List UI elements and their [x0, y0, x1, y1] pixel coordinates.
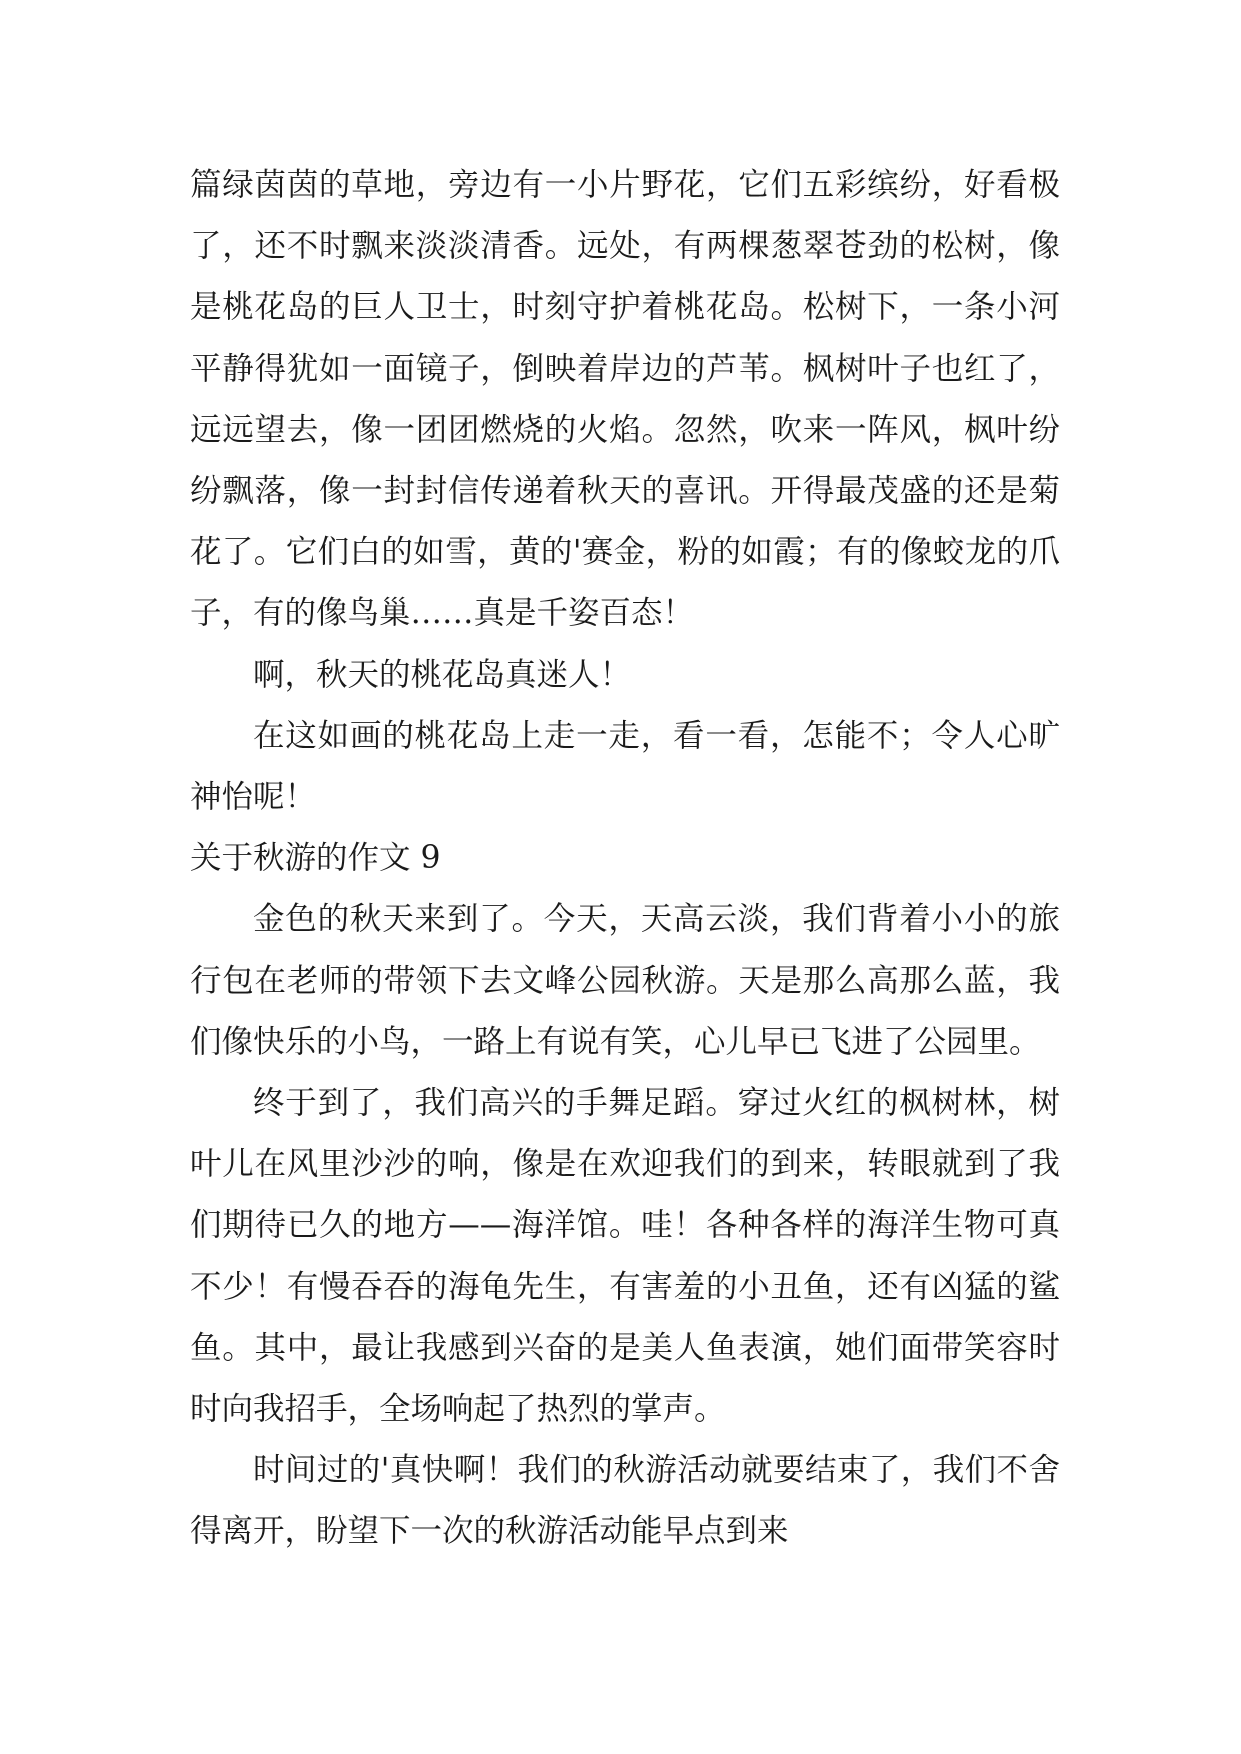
document-body	[190, 155, 1060, 1563]
essay-paragraph-aquarium: 终于到了，我们高兴的手舞足蹈。穿过火红的枫树林，树叶儿在风里沙沙的响，像是在欢迎我们的到来，转眼就到了我们期待已久的地方——海洋馆。哇！各种各样的海洋生物可真不少！有慢吞吞的海龟先生，有害羞的小丑鱼，还有凶猛的鲨鱼。其中，最让我感到兴奋的是美人鱼表演，她们面带笑容时时向我招手，全场响起了热烈的掌声。	[190, 1085, 1060, 1428]
paragraph-exclamation: 啊，秋天的桃花岛真迷人！	[253, 656, 632, 693]
paragraph-peach-island-scenery: 篇绿茵茵的草地，旁边有一小片野花，它们五彩缤纷，好看极了，还不时飘来淡淡清香。远处，有两棵葱翠苍劲的松树，像是桃花岛的巨人卫士，时刻守护着桃花岛。松树下，一条小河平静得犹如一面镜子，倒映着岸边的芦苇。枫树叶子也红了，远远望去，像一团团燃烧的火焰。忽然，吹来一阵风，枫叶纷纷飘落，像一封封信传递着秋天的喜讯。开得最茂盛的还是菊花了。它们白的如雪，黄的'赛金，粉的如霞；有的像蛟龙的爪子，有的像鸟巢……真是千姿百态！	[190, 167, 1060, 632]
essay-heading: 关于秋游的作文 9	[190, 840, 441, 877]
paragraph-conclusion: 在这如画的桃花岛上走一走，看一看，怎能不；令人心旷神怡呢！	[190, 717, 1060, 816]
essay-paragraph-ending: 时间过的'真快啊！我们的秋游活动就要结束了，我们不舍得离开，盼望下一次的秋游活动能早点到来	[190, 1452, 1060, 1550]
essay-paragraph-intro: 金色的秋天来到了。今天，天高云淡，我们背着小小的旅行包在老师的带领下去文峰公园秋游。天是那么高那么蓝，我们像快乐的小鸟，一路上有说有笑，心儿早已飞进了公园里。	[190, 901, 1060, 1060]
